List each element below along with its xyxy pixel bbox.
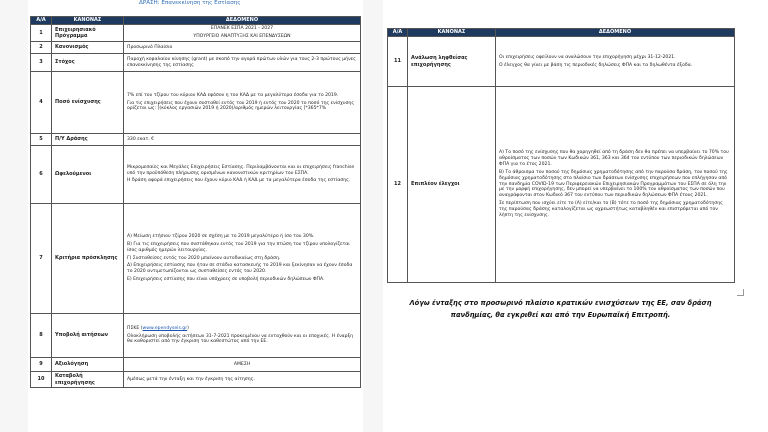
page-corner-mark bbox=[737, 289, 744, 296]
table-row bbox=[31, 42, 361, 54]
table-header-row bbox=[388, 29, 735, 37]
value-line: Οι επιχειρήσεις οφείλουν να αναλώσουν την επιχορήγηση μέχρι 31-12-2021. bbox=[499, 54, 676, 60]
value-line bbox=[127, 326, 357, 332]
row-rule: Ανάλωση ληφθείσας επιχορήγησης bbox=[408, 37, 496, 87]
table-row bbox=[388, 37, 735, 87]
row-rule: Π/Υ Δράσης bbox=[52, 134, 124, 146]
header-data: ΔΕΔΟΜΕΝΟ bbox=[124, 17, 361, 25]
value-line: ΕΠΑΝΕΚ ΕΣΠΑ 2021 - 2027 bbox=[210, 26, 274, 32]
row-rule: Ποσό ενίσχυσης bbox=[52, 72, 124, 134]
row-rule: Υποβολή αιτήσεων bbox=[52, 314, 124, 358]
row-number: 4 bbox=[31, 72, 52, 134]
table-row bbox=[31, 146, 361, 204]
header-aa: Α/Α bbox=[388, 29, 408, 37]
value-line: Παροχή κεφαλαίου κίνησης (grant) με σκοπό την αγορά πρώτων υλών για τους 2-3 πρώτους μήνες επανεκκίνησης της εστίασης bbox=[127, 56, 356, 68]
row-number: 2 bbox=[31, 42, 52, 54]
footer-note: Λόγω ένταξης στο προσωρινό πλαίσιο κρατικών ενισχύσεων της ΕΕ, σαν δράση πανδημίας, θα εγκριθεί και από την Ευρωπαϊκή Επιτροπή. bbox=[409, 299, 712, 319]
value-line: Δ) Επιχειρήσεις εστίασης που ήταν σε στάδιο κατασκευής το 2019 και ξεκίνησαν να έχουν έσοδα το 2020 αντιμετωπίζονται ως συσταθείσες εντός του 2020. bbox=[127, 263, 353, 275]
header-rule: ΚΑΝΟΝΑΣ bbox=[52, 17, 124, 25]
value-line: Ε) Επιχειρήσεις εστίασης που είναι υπόχρεες σε υποβολή περιοδικών δηλώσεων ΦΠΑ. bbox=[127, 277, 325, 283]
row-number: 10 bbox=[31, 372, 52, 388]
value-line: 330 εκατ. € bbox=[127, 136, 155, 142]
value-line: Β) Το άθροισμα του ποσού της δημόσιας χρηματοδότησης από την παρούσα δράση, του ποσού της δημόσιας χρηματοδότησης στο πλαίσιο των δράσεων ενίσχυσης επιχειρήσεων που επλήγησαν από την πανδημία COVID-19 των Περιφερειακών Επιχειρησιακών Προγραμμάτων του ΕΣΠΑ σε όλη την με την μορφή επιχορήγησης, δεν μπορεί να υπερβαίνει το 100% του αθροίσματος των ποσών που αναγράφονται στον Κωδικό 367 του εντύπου των περιοδικών δηλώσεων ΦΠΑ έτους 2021. bbox=[499, 169, 728, 199]
header-data: ΔΕΔΟΜΕΝΟ bbox=[496, 29, 735, 37]
right-rules-table bbox=[387, 28, 735, 283]
value-line: Προσωρινό Πλαίσιο bbox=[127, 44, 173, 50]
left-rules-table bbox=[30, 16, 361, 388]
value-line: Μικρομεσαίες και Μεγάλες Επιχειρήσεις Εστίασης. Περιλαμβάνονται και οι επιχειρήσεις franchise υπό την προϋπόθεση πλήρωσης ορισμένων κανονιστικών κριτηρίων του ΕΣΠΑ. bbox=[127, 164, 355, 176]
row-number: 8 bbox=[31, 314, 52, 358]
row-value bbox=[124, 372, 361, 388]
row-value bbox=[496, 87, 735, 283]
row-rule: Κανονισμός bbox=[52, 42, 124, 54]
row-number: 6 bbox=[31, 146, 52, 204]
table-row bbox=[388, 87, 735, 283]
value-line: Σε περίπτωση που ισχύει είτε το (Α) είτε/και το (Β) τότε το ποσό της δημόσιας χρηματοδότησης της παρούσας δράσης καταλογίζεται ως αχρεωστήτως καταβληθέν και επιστρέφεται από τον λήπτη της ενίσχυσης. bbox=[499, 201, 723, 219]
value-line: Ο έλεγχος θα γίνει με βάση τις περιοδικές δηλώσεις ΦΠΑ και τα δηλωθέντα έξοδα. bbox=[499, 62, 693, 68]
row-value bbox=[124, 358, 361, 372]
value-line: Για τις επιχειρήσεις που έχουν συσταθεί εντός του 2019 ή εντός του 2020 το ποσό της ενίσχυσης ορίζεται ως: [(κύκλος εργασιών 2019 ή 2020)/αριθμός ημερών λειτουργίας ]*365*7% bbox=[127, 100, 355, 112]
header-aa: Α/Α bbox=[31, 17, 52, 25]
table-row bbox=[31, 372, 361, 388]
table-row bbox=[31, 25, 361, 42]
link-suffix: ) bbox=[187, 325, 189, 331]
row-rule: Στόχος bbox=[52, 54, 124, 72]
row-value bbox=[124, 314, 361, 358]
value-line: ΑΜΕΣΗ bbox=[233, 361, 251, 367]
value-line: Ολοκλήρωση υποβολής αιτήσεων 31-7-2021 προκειμένου να ενταχθούν και οι εποχικές. Η έναρξη θα καθοριστεί από την έγκριση του καθεστώτος από την ΕΕ. bbox=[127, 333, 354, 345]
row-rule: Αξιολόγηση bbox=[52, 358, 124, 372]
value-line: Β) Για τις επιχειρήσεις που συστάθηκαν εντός του 2019 για την πτώση του τζίρου υπολογίζεται ίσος αριθμός ημερών λειτουργίας. bbox=[127, 241, 350, 253]
row-rule: Καταβολή επιχορήγησης bbox=[52, 372, 124, 388]
row-number: 9 bbox=[31, 358, 52, 372]
value-line: Α) Το ποσό της ενίσχυσης που θα χορηγηθεί από τη δράση δεν θα πρέπει να υπερβαίνει το 70% του αθροίσματος των ποσών των Κωδικών 361, 363 και 364 του εντύπου των περιοδικών δηλώσεων ΦΠΑ για το έτος 2021. bbox=[499, 149, 729, 167]
table-row bbox=[31, 358, 361, 372]
row-number: 11 bbox=[388, 37, 408, 87]
table-row bbox=[31, 134, 361, 146]
row-rule: Επιχειρησιακό Πρόγραμμα bbox=[52, 25, 124, 42]
header-rule: ΚΑΝΟΝΑΣ bbox=[408, 29, 496, 37]
row-value bbox=[124, 54, 361, 72]
table-row bbox=[31, 204, 361, 314]
row-rule: Κριτήρια πρόσκλησης bbox=[52, 204, 124, 314]
value-line: Α) Μείωση ετήσιου τζίρου 2020 σε σχέση με το 2019 μεγαλύτερο ή ίσο του 30%. bbox=[127, 233, 315, 239]
ependyseis-link[interactable]: www.ependyseis.gr bbox=[142, 325, 188, 331]
value-line: ΥΠΟΥΡΓΕΙΟ ΑΝΑΠΤΥΞΗΣ ΚΑΙ ΕΠΕΝΔΥΣΕΩΝ bbox=[193, 34, 291, 39]
row-value bbox=[124, 72, 361, 134]
value-line: Η δράση αφορά επιχειρήσεις που έχουν κύριο ΚΑΔ ή ΚΑΔ με τα μεγαλύτερα έσοδα της εστίασης. bbox=[127, 178, 351, 184]
row-number: 1 bbox=[31, 25, 52, 42]
row-number: 12 bbox=[388, 87, 408, 283]
value-line: Αμέσως μετά την ένταξη και την έγκριση της αίτησης. bbox=[127, 376, 255, 382]
table-row bbox=[31, 72, 361, 134]
value-line: Γ) Συσταθείσες εντός του 2020 μπαίνουν αυτοδικαίως στη δράση. bbox=[127, 255, 281, 261]
table-header-row bbox=[31, 17, 361, 25]
row-value bbox=[124, 146, 361, 204]
row-rule: Ωφελούμενοι bbox=[52, 146, 124, 204]
row-rule: Επιπλέον έλεγχοι bbox=[408, 87, 496, 283]
document-heading: ΔΡΑΣΗ: Επανεκκίνηση της Εστίασης bbox=[139, 0, 241, 6]
row-value bbox=[496, 37, 735, 87]
value-line: 7% επί του τζίρου του κύριου ΚΑΔ εφόσον η του ΚΑΔ με τα μεγαλύτερα έσοδα για το 2019. bbox=[127, 92, 339, 98]
row-value bbox=[124, 204, 361, 314]
table-row bbox=[31, 314, 361, 358]
row-value bbox=[124, 25, 361, 42]
row-value bbox=[124, 134, 361, 146]
row-number: 5 bbox=[31, 134, 52, 146]
table-row bbox=[31, 54, 361, 72]
link-prefix: ΠΣΚΕ ( bbox=[127, 325, 143, 331]
row-number: 7 bbox=[31, 204, 52, 314]
row-value bbox=[124, 42, 361, 54]
row-number: 3 bbox=[31, 54, 52, 72]
